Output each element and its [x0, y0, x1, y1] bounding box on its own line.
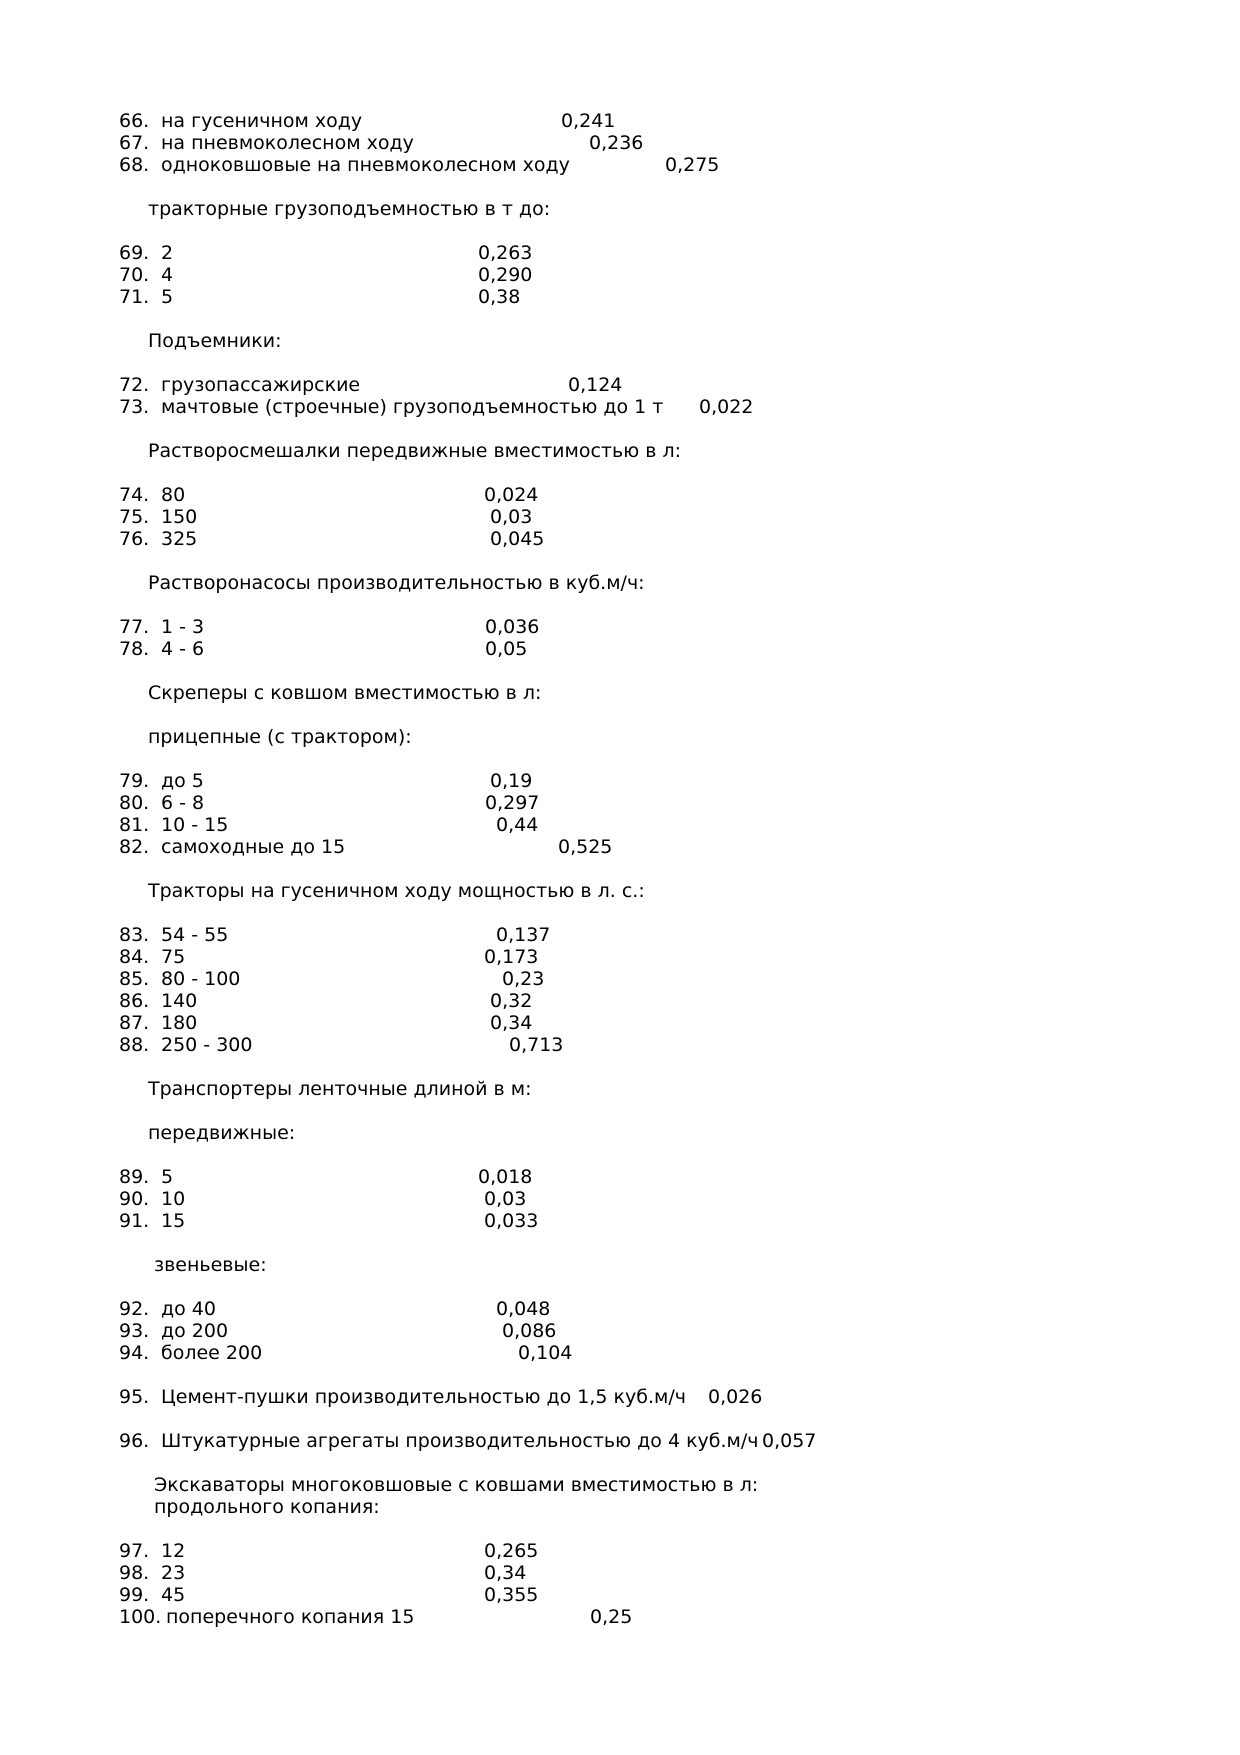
item-label: 2	[161, 242, 174, 264]
item-label: 180	[161, 1012, 198, 1034]
item-number: 96.	[119, 1430, 150, 1452]
item-value: 0,44	[496, 814, 539, 836]
item-value: 0,38	[478, 286, 521, 308]
item-label: до 5	[161, 770, 204, 792]
item-label: на пневмоколесном ходу	[161, 132, 414, 154]
section-heading: передвижные:	[148, 1122, 296, 1144]
section-heading: звеньевые:	[154, 1254, 267, 1276]
item-value: 0,236	[589, 132, 644, 154]
section-heading: Растворонасосы производительностью в куб.м/ч:	[148, 572, 645, 594]
item-label: 80	[161, 484, 186, 506]
item-number: 95.	[119, 1386, 150, 1408]
item-value: 0,057	[762, 1430, 817, 1452]
item-number: 100.	[119, 1606, 162, 1628]
item-value: 0,033	[484, 1210, 539, 1232]
item-value: 0,026	[708, 1386, 763, 1408]
item-value: 0,036	[485, 616, 540, 638]
section-heading: Экскаваторы многоковшовые с ковшами вместимостью в л:	[154, 1474, 759, 1496]
item-number: 74.	[119, 484, 150, 506]
item-value: 0,23	[502, 968, 545, 990]
item-value: 0,290	[478, 264, 533, 286]
item-number: 73.	[119, 396, 150, 418]
item-number: 77.	[119, 616, 150, 638]
item-number: 67.	[119, 132, 150, 154]
item-label: одноковшовые на пневмоколесном ходу	[161, 154, 570, 176]
item-label: 54 - 55	[161, 924, 229, 946]
item-number: 80.	[119, 792, 150, 814]
item-number: 68.	[119, 154, 150, 176]
item-value: 0,104	[518, 1342, 573, 1364]
item-value: 0,525	[558, 836, 613, 858]
item-label: до 40	[161, 1298, 216, 1320]
item-number: 90.	[119, 1188, 150, 1210]
item-label: 150	[161, 506, 198, 528]
item-number: 98.	[119, 1562, 150, 1584]
item-value: 0,018	[478, 1166, 533, 1188]
item-number: 76.	[119, 528, 150, 550]
item-value: 0,263	[478, 242, 533, 264]
item-label: мачтовые (строечные) грузоподъемностью до 1 т	[161, 396, 664, 418]
item-value: 0,048	[496, 1298, 551, 1320]
item-value: 0,03	[490, 506, 533, 528]
item-label: 250 - 300	[161, 1034, 253, 1056]
item-label: 10	[161, 1188, 186, 1210]
item-number: 75.	[119, 506, 150, 528]
item-label: 75	[161, 946, 186, 968]
item-label: 4	[161, 264, 174, 286]
item-label: поперечного копания 15	[166, 1606, 415, 1628]
item-label: 325	[161, 528, 198, 550]
item-value: 0,275	[665, 154, 720, 176]
item-number: 88.	[119, 1034, 150, 1056]
item-value: 0,045	[490, 528, 545, 550]
item-label: 15	[161, 1210, 186, 1232]
item-label: 45	[161, 1584, 186, 1606]
item-label: более 200	[161, 1342, 263, 1364]
item-number: 70.	[119, 264, 150, 286]
item-label: до 200	[161, 1320, 229, 1342]
item-number: 91.	[119, 1210, 150, 1232]
item-value: 0,34	[490, 1012, 533, 1034]
item-number: 93.	[119, 1320, 150, 1342]
item-value: 0,25	[590, 1606, 633, 1628]
item-label: 80 - 100	[161, 968, 241, 990]
section-heading: Подъемники:	[148, 330, 282, 352]
item-value: 0,32	[490, 990, 533, 1012]
item-number: 82.	[119, 836, 150, 858]
item-number: 84.	[119, 946, 150, 968]
item-number: 99.	[119, 1584, 150, 1606]
section-heading: тракторные грузоподъемностью в т до:	[148, 198, 551, 220]
item-label: самоходные до 15	[161, 836, 346, 858]
item-value: 0,19	[490, 770, 533, 792]
item-number: 72.	[119, 374, 150, 396]
item-value: 0,03	[484, 1188, 527, 1210]
item-value: 0,34	[484, 1562, 527, 1584]
item-value: 0,05	[485, 638, 528, 660]
item-value: 0,713	[509, 1034, 564, 1056]
section-heading: Тракторы на гусеничном ходу мощностью в л. с.:	[148, 880, 645, 902]
item-number: 85.	[119, 968, 150, 990]
item-label: 140	[161, 990, 198, 1012]
item-label: 1 - 3	[161, 616, 205, 638]
item-label: 4 - 6	[161, 638, 205, 660]
item-value: 0,022	[699, 396, 754, 418]
item-label: 12	[161, 1540, 186, 1562]
item-value: 0,086	[502, 1320, 557, 1342]
item-number: 66.	[119, 110, 150, 132]
item-label: 5	[161, 286, 174, 308]
item-number: 87.	[119, 1012, 150, 1034]
item-value: 0,355	[484, 1584, 539, 1606]
item-label: 23	[161, 1562, 186, 1584]
section-heading: Растворосмешалки передвижные вместимостью в л:	[148, 440, 682, 462]
item-number: 69.	[119, 242, 150, 264]
item-number: 94.	[119, 1342, 150, 1364]
item-number: 97.	[119, 1540, 150, 1562]
item-number: 86.	[119, 990, 150, 1012]
item-label: Штукатурные агрегаты производительностью до 4 куб.м/ч	[161, 1430, 759, 1452]
item-value: 0,297	[485, 792, 540, 814]
item-label: 6 - 8	[161, 792, 205, 814]
item-label: грузопассажирские	[161, 374, 361, 396]
item-value: 0,173	[484, 946, 539, 968]
item-value: 0,241	[561, 110, 616, 132]
item-label: 10 - 15	[161, 814, 229, 836]
item-number: 81.	[119, 814, 150, 836]
item-label: Цемент-пушки производительностью до 1,5 куб.м/ч	[161, 1386, 686, 1408]
item-value: 0,137	[496, 924, 551, 946]
section-heading: Скреперы с ковшом вместимостью в л:	[148, 682, 542, 704]
item-number: 79.	[119, 770, 150, 792]
item-number: 78.	[119, 638, 150, 660]
section-heading: Транспортеры ленточные длиной в м:	[148, 1078, 532, 1100]
item-label: 5	[161, 1166, 174, 1188]
item-number: 83.	[119, 924, 150, 946]
item-label: на гусеничном ходу	[161, 110, 363, 132]
item-value: 0,124	[568, 374, 623, 396]
section-heading: прицепные (с трактором):	[148, 726, 412, 748]
item-value: 0,265	[484, 1540, 539, 1562]
item-value: 0,024	[484, 484, 539, 506]
item-number: 92.	[119, 1298, 150, 1320]
item-number: 89.	[119, 1166, 150, 1188]
item-number: 71.	[119, 286, 150, 308]
section-heading: продольного копания:	[154, 1496, 380, 1518]
